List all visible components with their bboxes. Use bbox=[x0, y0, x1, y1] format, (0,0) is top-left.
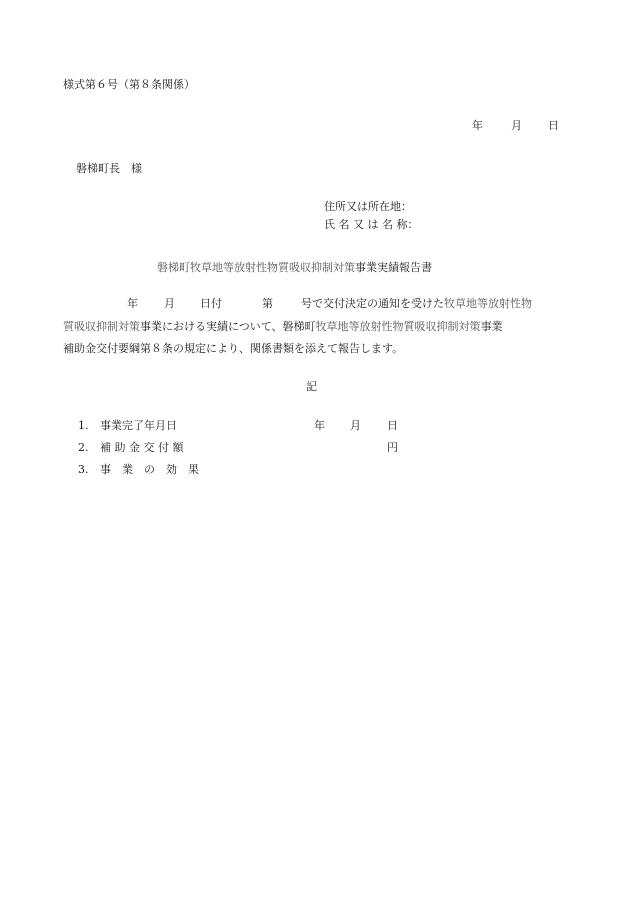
body-line1-text-a: 号で交付決定の通知を受けた bbox=[301, 297, 444, 310]
body-number-prefix: 第 bbox=[262, 297, 273, 310]
item-subsidy-amount bbox=[78, 441, 183, 455]
addressee: 磐梯町長 様 bbox=[76, 162, 142, 175]
item-number: 1. bbox=[78, 419, 89, 432]
item-label: 事業完了年月日 bbox=[100, 419, 177, 432]
title-program-name: 磐梯町牧草地等放射性物質吸収抑制対策 bbox=[157, 261, 355, 274]
item-number: 2. bbox=[78, 441, 89, 454]
body-line3-text: 補助金交付要綱第８条の規定により、関係書類を添えて報告します。 bbox=[63, 342, 404, 355]
item1-month: 月 bbox=[350, 419, 361, 432]
name-label: 氏 名 又 は 名 称： bbox=[324, 218, 419, 231]
item-completion-date bbox=[78, 419, 177, 433]
body-year: 年 bbox=[127, 297, 138, 310]
document-title bbox=[157, 261, 432, 275]
form-number: 様式第６号（第８条関係） bbox=[63, 78, 195, 91]
address-label: 住所又は所在地： bbox=[324, 200, 412, 213]
body-line2-text-d: 事業 bbox=[480, 320, 503, 333]
title-report-name: 事業実績報告書 bbox=[355, 261, 432, 274]
date-month-label: 月 bbox=[511, 119, 522, 132]
item1-day: 日 bbox=[387, 419, 398, 432]
body-line1-text bbox=[301, 297, 532, 311]
item-label: 事 業 の 効 果 bbox=[100, 463, 199, 476]
body-line1-text-b: 牧草地等放射性物 bbox=[444, 297, 532, 310]
body-line2-text-a: 質吸収抑制対策 bbox=[63, 320, 140, 333]
body-month: 月 bbox=[164, 297, 175, 310]
item-label: 補 助 金 交 付 額 bbox=[100, 441, 184, 454]
item1-year: 年 bbox=[314, 419, 325, 432]
item-project-effect bbox=[78, 463, 199, 477]
body-line2-text bbox=[63, 320, 503, 334]
ki-heading: 記 bbox=[306, 380, 317, 393]
date-day-label: 日 bbox=[548, 119, 559, 132]
item2-unit: 円 bbox=[387, 441, 398, 454]
date-year-label: 年 bbox=[472, 119, 483, 132]
body-day: 日付 bbox=[200, 297, 222, 310]
body-line2-text-c: 牧草地等放射性物質吸収抑制対策 bbox=[315, 320, 481, 333]
body-line2-text-b: 事業における実績について、磐梯町 bbox=[140, 320, 316, 333]
item-number: 3. bbox=[78, 463, 89, 476]
